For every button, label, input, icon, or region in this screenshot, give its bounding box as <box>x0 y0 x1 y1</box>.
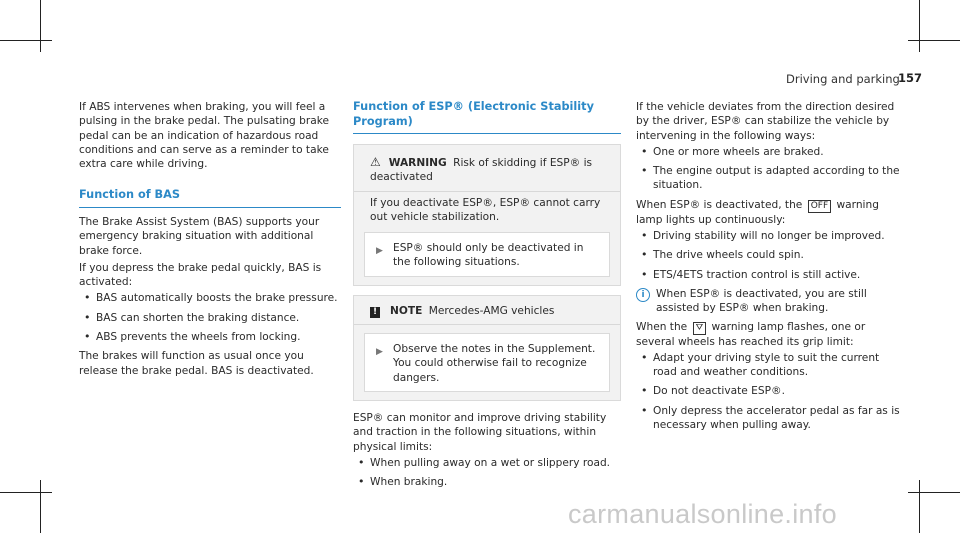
crop-mark <box>0 492 52 493</box>
note-subbox <box>364 333 610 392</box>
list-item: • One or more wheels are braked. <box>636 145 900 159</box>
bas-heading: Function of BAS <box>79 188 181 202</box>
esp-flash-text-2: warning lamp flashes, one or several wheels has reached its grip limit: <box>636 320 866 348</box>
esp-off-text-2: warning lamp lights up continuously: <box>636 198 879 226</box>
bas-activation: If you depress the brake pedal quickly, BAS is activated: <box>79 261 322 289</box>
arrow-right-icon: ▶ <box>376 246 383 257</box>
esp-off-warning-lamp-icon: OFF <box>808 200 831 213</box>
warning-subbox <box>364 232 610 277</box>
note-title: Mercedes-AMG vehicles <box>428 304 555 317</box>
info-icon: i <box>636 288 650 302</box>
info-text: When ESP® is deactivated, you are still assisted by ESP® when braking. <box>656 287 867 315</box>
list-item: • The engine output is adapted according to the situation. <box>636 164 900 193</box>
list-item: • BAS can shorten the braking distance. <box>79 311 341 325</box>
info-note <box>636 287 900 316</box>
bas-release: The brakes will function as usual once you release the brake pedal. BAS is deactivated. <box>79 350 314 377</box>
crop-mark <box>908 492 960 493</box>
esp-ways-list <box>636 145 900 193</box>
list-item: • BAS automatically boosts the brake pressure. <box>79 291 341 305</box>
crop-mark <box>919 480 920 533</box>
warning-risk: Risk of skidding if ESP® is deactivated <box>370 157 593 184</box>
crop-mark <box>908 40 960 41</box>
heading-rule <box>353 133 621 134</box>
note-box <box>353 295 621 401</box>
esp-off-text-1: When ESP® is deactivated, the <box>636 198 803 211</box>
bas-list <box>79 291 341 344</box>
esp-off-paragraph <box>636 198 900 227</box>
list-item: • Adapt your driving style to suit the current road and weather conditions. <box>636 351 900 380</box>
bas-intro: The Brake Assist System (BAS) supports your emergency braking situation with additional brake force. <box>79 215 320 257</box>
crop-mark <box>919 0 920 52</box>
list-item: • When pulling away on a wet or slippery road. <box>353 456 621 470</box>
warning-triangle-icon: ⚠ <box>370 155 381 169</box>
list-item: • Only depress the accelerator pedal as far as is necessary when pulling away. <box>636 404 900 433</box>
list-item: • ETS/4ETS traction control is still active. <box>636 268 900 282</box>
running-header: Driving and parking <box>786 72 900 86</box>
esp-flash-paragraph <box>636 320 900 349</box>
crop-mark <box>40 480 41 533</box>
heading-rule <box>79 207 341 208</box>
list-item: • ABS prevents the wheels from locking. <box>79 330 341 344</box>
list-item: • Driving stability will no longer be improved. <box>636 229 900 243</box>
warning-text: If you deactivate ESP®, ESP® cannot carry out vehicle stabilization. <box>370 196 601 223</box>
crop-mark <box>0 40 52 41</box>
list-item: • When braking. <box>353 475 621 489</box>
warning-sub-text: ESP® should only be deactivated in the following situations. <box>393 242 584 269</box>
esp-warning-lamp-icon: ⛛ <box>693 322 707 335</box>
column-1 <box>79 100 341 378</box>
warning-box <box>353 144 621 286</box>
esp-off-list <box>636 229 900 282</box>
watermark: carmanualsonline.info <box>568 499 837 529</box>
column-3 <box>636 100 900 437</box>
esp-heading: Function of ESP® (Electronic Stability Program) <box>353 100 594 128</box>
column-2 <box>353 100 621 494</box>
grip-limit-list <box>636 351 900 432</box>
note-sub-text: Observe the notes in the Supplement. You could otherwise fail to recognize dangers. <box>393 343 596 384</box>
esp-list <box>353 456 621 490</box>
arrow-right-icon: ▶ <box>376 347 383 358</box>
note-label: NOTE <box>390 304 423 317</box>
list-item: • The drive wheels could spin. <box>636 248 900 262</box>
esp-deviation-paragraph: If the vehicle deviates from the direction desired by the driver, ESP® can stabilize the vehicle by intervening in the following ways: <box>636 101 895 142</box>
crop-mark <box>40 0 41 52</box>
warning-label: WARNING <box>388 157 447 169</box>
note-icon: ! <box>370 307 380 318</box>
esp-flash-text-1: When the <box>636 320 688 333</box>
abs-paragraph: If ABS intervenes when braking, you will feel a pulsing in the brake pedal. The pulsating brake pedal can be an indication of hazardous road conditions and can serve as a reminder to take extra care while driving. <box>79 101 329 171</box>
esp-paragraph: ESP® can monitor and improve driving stability and traction in the following situations, within physical limits: <box>353 411 607 453</box>
page-number: 157 <box>898 71 923 85</box>
list-item: • Do not deactivate ESP®. <box>636 384 900 398</box>
